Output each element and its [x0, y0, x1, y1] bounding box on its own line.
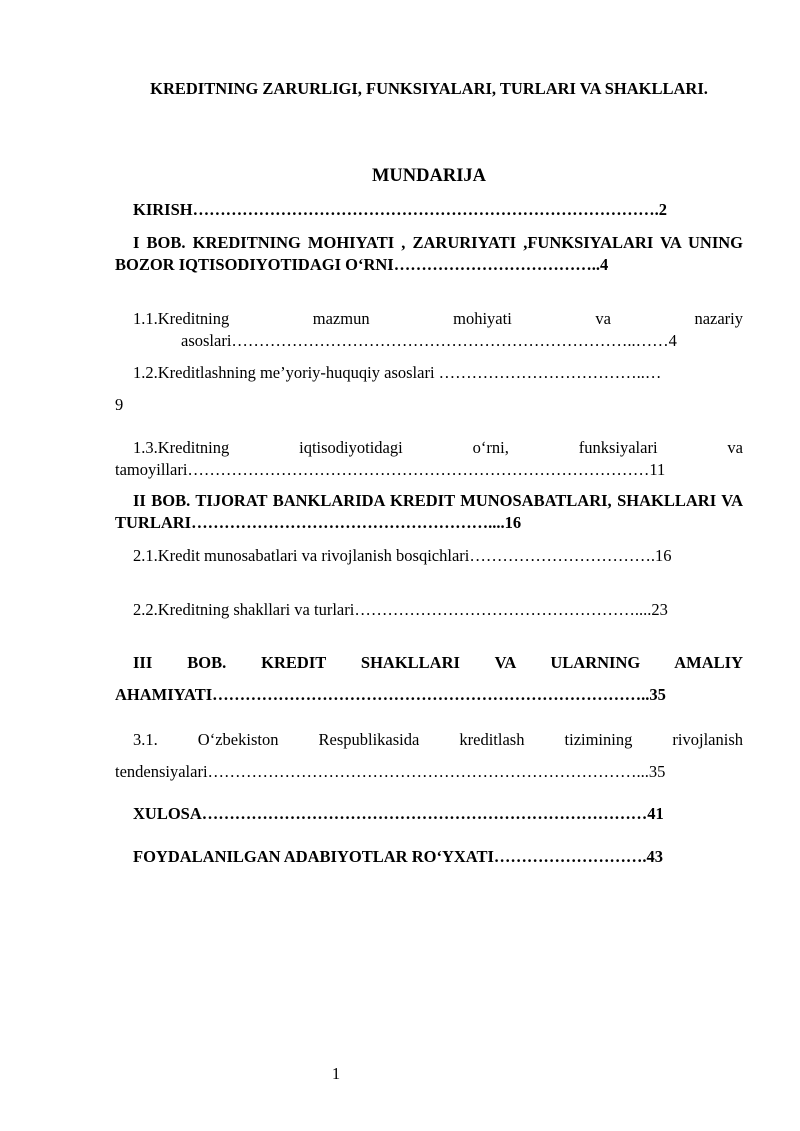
- toc-entry-section-1-1: 1.1.Kreditning mazmun mohiyati va nazariy asoslari………………………………………………………………..……4: [133, 309, 743, 350]
- toc-entry-section-1-3: 1.3.Kreditning iqtisodiyotidagi o‘rni, funksiyalari va tamoyillari…………………………………………………………………………11: [115, 438, 743, 479]
- contents-heading: MUNDARIJA: [371, 166, 487, 186]
- toc-entry-section-3-1: 3.1. O‘zbekiston Respublikasida kreditlash tizimining rivojlanish tendensiyalari……………………………………………………………………...35: [115, 730, 743, 781]
- toc-entry-references: FOYDALANILGAN ADABIYOTLAR RO‘YXATI……………………….43: [133, 847, 664, 866]
- toc-entry-section-2-2: 2.2.Kreditning shakllari va turlari……………………………………………....23: [133, 600, 668, 619]
- document-title: KREDITNING ZARURLIGI, FUNKSIYALARI, TURLARI VA SHAKLLARI.: [150, 79, 708, 98]
- toc-entry-section-1-2: 1.2.Kreditlashning me’yoriy-huquqiy asoslari ………………………………..…: [133, 363, 662, 382]
- toc-entry-section-1-2-page: 9: [115, 395, 124, 414]
- toc-entry-chapter-1: I BOB. KREDITNING MOHIYATI , ZARURIYATI ,FUNKSIYALARI VA UNING BOZOR IQTISODIYOTIDAGI O‘RNI………………………………..4: [115, 233, 743, 274]
- toc-entry-chapter-3: III BOB. KREDIT SHAKLLARI VA ULARNING AMALIY AHAMIYATI……………………………………………………………………..35: [115, 653, 743, 704]
- page-number: 1: [331, 1064, 341, 1083]
- toc-entry-introduction: KIRISH………………………………………………………………………….2: [133, 200, 667, 219]
- toc-entry-chapter-2: II BOB. TIJORAT BANKLARIDA KREDIT MUNOSABATLARI, SHAKLLARI VA TURLARI………………………………………………....16: [115, 491, 743, 532]
- toc-entry-conclusion: XULOSA………………………………………………………………………41: [133, 804, 664, 823]
- toc-entry-section-2-1: 2.1.Kredit munosabatlari va rivojlanish bosqichlari…………………………….16: [133, 546, 672, 565]
